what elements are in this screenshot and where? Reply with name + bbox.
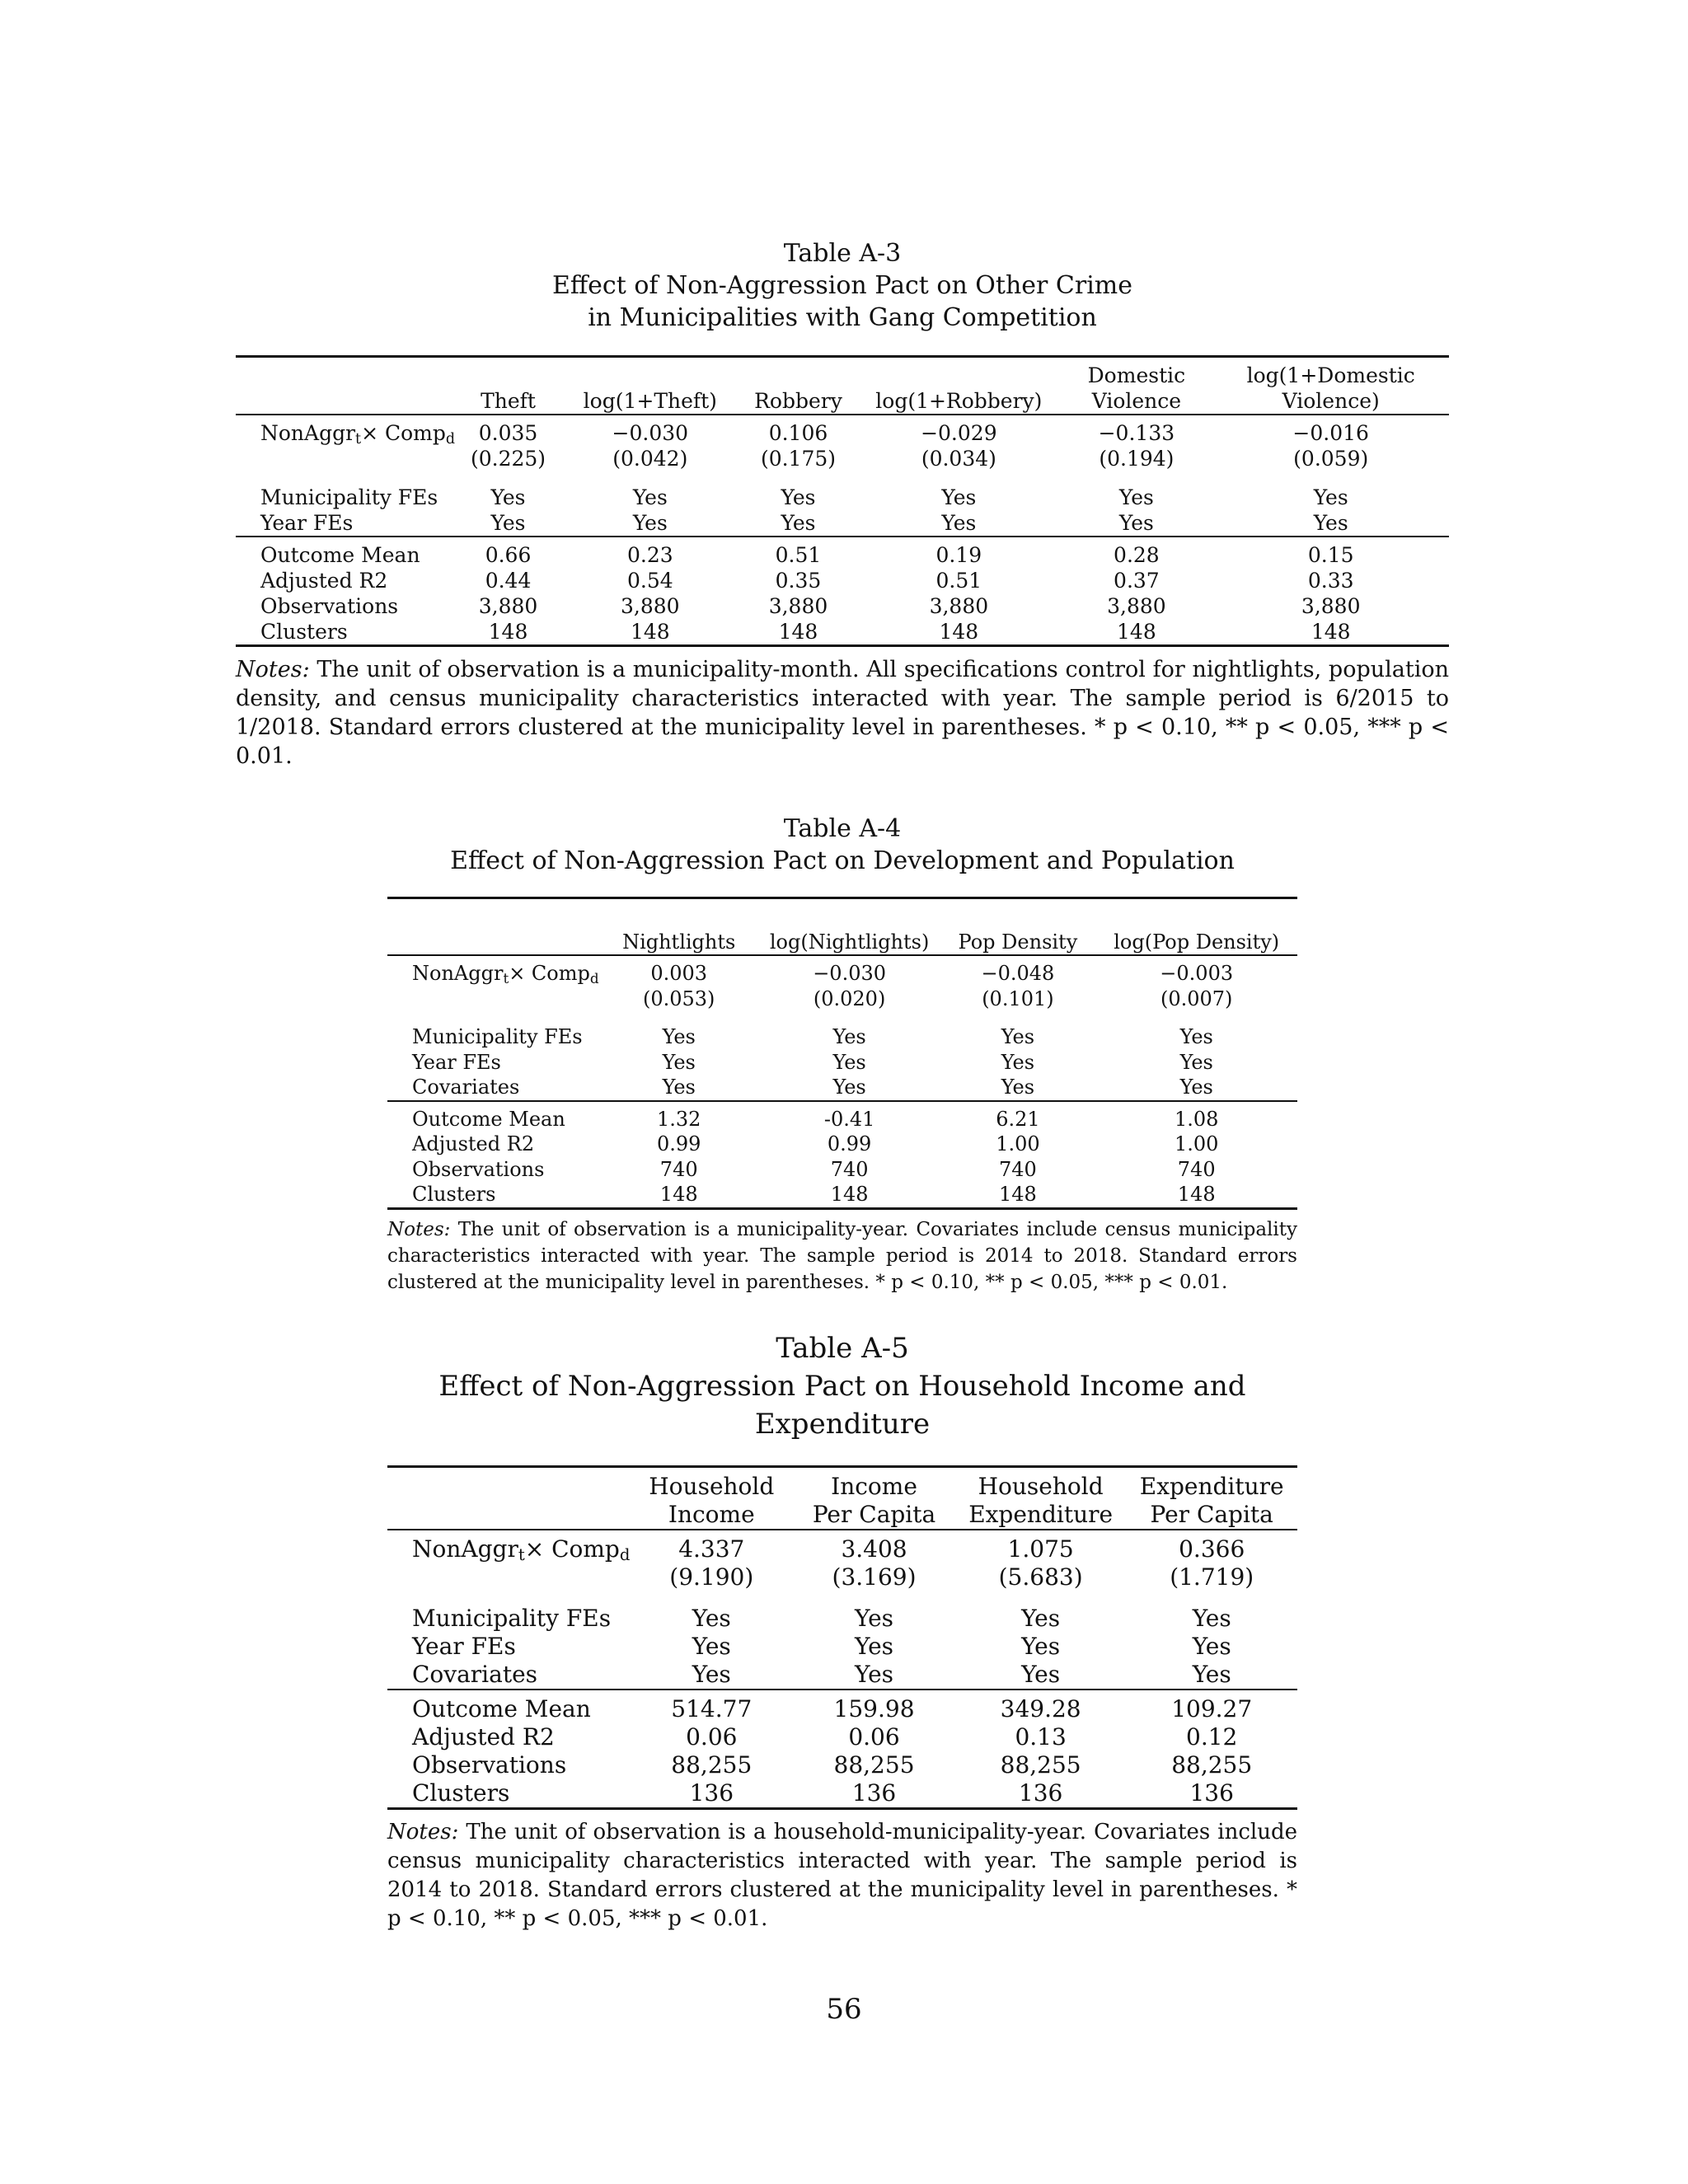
- value-cell: 0.19: [935, 543, 982, 567]
- coef-cell: −0.133: [1098, 421, 1175, 445]
- coef-cell: 1.075: [1007, 1535, 1074, 1563]
- coef-cell: 0.035: [478, 421, 538, 445]
- var-name: NonAggr: [412, 962, 504, 986]
- stat-row: [387, 1182, 1297, 1208]
- table-caption: [387, 813, 1297, 877]
- value-cell: Yes: [1192, 1633, 1231, 1661]
- value-cell: Yes: [692, 1661, 731, 1689]
- value-cell: Yes: [1021, 1633, 1061, 1661]
- value-cell: Yes: [832, 1050, 866, 1074]
- table-label: Table A-5: [776, 1332, 909, 1365]
- column-header: [387, 1501, 630, 1530]
- row-label: [387, 1530, 630, 1563]
- notes-text: The unit of observation is a municipality-month. All specifications control for nightlights, population density, and census municipality characteristics interacted with year. The sample period is 6/2015 to 1/2018. Standard errors clustered at the municipality level in parentheses. * p < 0.10, ** p < 0.05, *** p < 0.01.: [236, 657, 1449, 769]
- value-cell: Yes: [832, 1025, 866, 1049]
- se-cell: (0.007): [1160, 987, 1233, 1010]
- column-header: Per Capita: [812, 1501, 936, 1529]
- row-label: Adjusted R2: [412, 1723, 555, 1751]
- table-title: Effect of Non-Aggression Pact on Development and Population: [450, 846, 1235, 875]
- value-cell: 1.00: [1174, 1132, 1219, 1156]
- table-notes: [387, 1818, 1297, 1933]
- column-header: Expenditure: [1139, 1473, 1284, 1501]
- table-label: Table A-3: [783, 239, 902, 268]
- value-cell: 88,255: [1000, 1751, 1081, 1779]
- row-label: Municipality FEs: [260, 485, 438, 509]
- header-row: [387, 898, 1297, 930]
- column-header: [387, 930, 599, 956]
- value-cell: Yes: [855, 1605, 894, 1633]
- coef-cell: −0.048: [981, 962, 1055, 986]
- stat-row: [236, 568, 1449, 593]
- value-cell: 148: [659, 1183, 698, 1207]
- row-label: Observations: [412, 1751, 567, 1779]
- fe-row: [387, 1075, 1297, 1101]
- se-cell: (0.225): [470, 447, 546, 471]
- row-label: [236, 415, 455, 446]
- row-label: Outcome Mean: [412, 1107, 565, 1131]
- column-header: Violence): [1282, 389, 1380, 413]
- value-cell: 1.00: [996, 1132, 1040, 1156]
- value-cell: 148: [778, 620, 818, 644]
- value-cell: Yes: [1313, 485, 1348, 509]
- value-cell: 3,880: [478, 594, 538, 618]
- value-cell: 148: [830, 1183, 869, 1207]
- coef-cell: −0.003: [1160, 962, 1234, 986]
- value-cell: Yes: [855, 1661, 894, 1689]
- coef-cell: −0.030: [813, 962, 887, 986]
- se-row: [387, 987, 1297, 1012]
- fe-row: [236, 510, 1449, 537]
- stat-row: [387, 1132, 1297, 1157]
- column-header: Domestic: [1087, 363, 1186, 387]
- table-notes: [387, 1216, 1297, 1296]
- value-cell: Yes: [692, 1605, 731, 1633]
- column-header: Expenditure: [968, 1501, 1114, 1529]
- value-cell: 148: [1117, 620, 1156, 644]
- value-cell: Yes: [1179, 1076, 1213, 1099]
- column-header: Pop Density: [958, 930, 1078, 954]
- value-cell: 3,880: [621, 594, 680, 618]
- value-cell: Yes: [941, 485, 977, 509]
- column-header: [455, 357, 561, 389]
- header-row: [387, 930, 1297, 956]
- se-cell: (0.034): [921, 447, 996, 471]
- value-cell: Yes: [490, 511, 526, 535]
- fe-row: [387, 1024, 1297, 1050]
- value-cell: 1.32: [656, 1107, 701, 1131]
- var-subscript: t: [355, 431, 362, 448]
- value-cell: 0.12: [1186, 1723, 1238, 1751]
- value-cell: 0.35: [775, 569, 822, 593]
- row-label: [387, 955, 599, 987]
- value-cell: 740: [659, 1157, 698, 1181]
- se-cell: (0.101): [982, 987, 1054, 1010]
- value-cell: 0.13: [1015, 1723, 1067, 1751]
- spacer-row: [236, 471, 1449, 485]
- empty-cell: [387, 1563, 630, 1591]
- value-cell: 740: [999, 1157, 1037, 1181]
- value-cell: 0.99: [656, 1132, 701, 1156]
- value-cell: 740: [1177, 1157, 1216, 1181]
- column-header: Household: [978, 1473, 1104, 1501]
- coef-cell: −0.016: [1292, 421, 1369, 445]
- coef-row: [236, 415, 1449, 446]
- se-cell: (0.194): [1099, 447, 1175, 471]
- coef-cell: 4.337: [678, 1535, 745, 1563]
- var-subscript: t: [518, 1545, 525, 1565]
- notes-label: Notes:: [236, 657, 310, 682]
- column-header: log(1+Robbery): [875, 389, 1043, 413]
- value-cell: Yes: [490, 485, 526, 509]
- column-header: [940, 898, 1095, 930]
- value-cell: 148: [939, 620, 979, 644]
- value-cell: Yes: [855, 1633, 894, 1661]
- empty-cell: [236, 446, 455, 471]
- value-cell: 1.08: [1174, 1107, 1219, 1131]
- se-cell: (0.042): [612, 447, 688, 471]
- value-cell: Yes: [1001, 1076, 1035, 1099]
- column-header: [759, 898, 940, 930]
- value-cell: 136: [851, 1779, 897, 1807]
- value-cell: Yes: [1001, 1025, 1035, 1049]
- value-cell: 88,255: [833, 1751, 915, 1779]
- stat-row: [236, 593, 1449, 619]
- stat-row: [387, 1751, 1297, 1779]
- value-cell: Yes: [1021, 1661, 1061, 1689]
- value-cell: Yes: [662, 1076, 696, 1099]
- var-name: NonAggr: [412, 1535, 518, 1563]
- header-row: [236, 357, 1449, 389]
- row-label: Year FEs: [412, 1633, 516, 1661]
- column-header: [739, 357, 858, 389]
- value-cell: 740: [830, 1157, 869, 1181]
- header-row: [387, 1466, 1297, 1501]
- value-cell: 0.15: [1307, 543, 1354, 567]
- column-header: log(Pop Density): [1114, 930, 1280, 954]
- page-number: 56: [826, 1993, 862, 2026]
- value-cell: Yes: [781, 485, 816, 509]
- value-cell: 0.51: [935, 569, 982, 593]
- column-header: Per Capita: [1150, 1501, 1273, 1529]
- value-cell: 0.33: [1307, 569, 1354, 593]
- row-label: Outcome Mean: [260, 543, 420, 567]
- value-cell: 0.99: [827, 1132, 872, 1156]
- value-cell: 0.06: [686, 1723, 738, 1751]
- fe-row: [387, 1605, 1297, 1633]
- fe-row: [387, 1050, 1297, 1076]
- value-cell: 3,880: [768, 594, 828, 618]
- table-a5: [387, 1330, 1297, 1933]
- column-header: log(Nightlights): [769, 930, 930, 954]
- value-cell: 0.51: [775, 543, 822, 567]
- regression-table: [236, 355, 1449, 647]
- row-label: Clusters: [260, 620, 348, 644]
- value-cell: 0.06: [848, 1723, 900, 1751]
- coef-row: [387, 1530, 1297, 1563]
- fe-row: [236, 485, 1449, 510]
- se-cell: (1.719): [1170, 1563, 1254, 1591]
- table-caption: [236, 237, 1449, 334]
- value-cell: Yes: [781, 511, 816, 535]
- column-header: [599, 898, 759, 930]
- value-cell: Yes: [1001, 1050, 1035, 1074]
- se-cell: (5.683): [998, 1563, 1083, 1591]
- value-cell: 514.77: [671, 1695, 753, 1723]
- spacer-cell: [387, 1011, 1297, 1024]
- value-cell: Yes: [1179, 1025, 1213, 1049]
- var-name: × Comp: [524, 1535, 620, 1563]
- se-cell: (3.169): [832, 1563, 917, 1591]
- value-cell: 88,255: [1171, 1751, 1253, 1779]
- value-cell: 148: [630, 620, 670, 644]
- value-cell: 136: [1018, 1779, 1063, 1807]
- var-subscript: d: [619, 1545, 631, 1565]
- stat-row: [387, 1157, 1297, 1183]
- value-cell: 3,880: [929, 594, 989, 618]
- column-header: [387, 1466, 630, 1501]
- row-label: Observations: [260, 594, 399, 618]
- empty-cell: [387, 987, 599, 1012]
- value-cell: Yes: [941, 511, 977, 535]
- column-header: [561, 357, 739, 389]
- value-cell: 159.98: [833, 1695, 915, 1723]
- row-label: Year FEs: [260, 511, 354, 535]
- value-cell: 0.54: [626, 569, 673, 593]
- value-cell: 136: [689, 1779, 734, 1807]
- value-cell: 148: [1311, 620, 1351, 644]
- se-cell: (9.190): [669, 1563, 754, 1591]
- fe-row: [387, 1633, 1297, 1661]
- value-cell: Yes: [692, 1633, 731, 1661]
- column-header: [1095, 898, 1297, 930]
- table-a4: [387, 813, 1297, 1296]
- column-header: Household: [649, 1473, 775, 1501]
- column-header: [857, 357, 1060, 389]
- table-title: Effect of Non-Aggression Pact on Household Income and Expenditure: [438, 1369, 1246, 1441]
- value-cell: 136: [1189, 1779, 1234, 1807]
- value-cell: 0.37: [1114, 569, 1160, 593]
- value-cell: 0.28: [1114, 543, 1160, 567]
- se-cell: (0.059): [1293, 447, 1369, 471]
- table-title: Effect of Non-Aggression Pact on Other Crime: [551, 271, 1133, 300]
- value-cell: Yes: [1021, 1605, 1061, 1633]
- row-label: Adjusted R2: [260, 569, 388, 593]
- row-label: Adjusted R2: [412, 1132, 535, 1156]
- row-label: Year FEs: [412, 1050, 501, 1074]
- value-cell: 0.44: [485, 569, 532, 593]
- coef-cell: 0.003: [650, 962, 708, 986]
- value-cell: 6.21: [996, 1107, 1040, 1131]
- spacer-cell: [236, 471, 1449, 485]
- row-label: Municipality FEs: [412, 1025, 583, 1049]
- row-label: Observations: [412, 1157, 545, 1181]
- row-label: Covariates: [412, 1661, 538, 1689]
- se-row: [387, 1563, 1297, 1591]
- column-header: log(1+Theft): [583, 389, 717, 413]
- value-cell: 148: [999, 1183, 1037, 1207]
- se-row: [236, 446, 1449, 471]
- value-cell: Yes: [632, 485, 668, 509]
- row-label: Outcome Mean: [412, 1695, 591, 1723]
- coef-cell: 0.366: [1179, 1535, 1245, 1563]
- coef-cell: −0.030: [612, 421, 689, 445]
- column-header: Theft: [481, 389, 536, 413]
- notes-text: The unit of observation is a municipality-year. Covariates include census municipality characteristics interacted with year. The sample period is 2014 to 2018. Standard errors clustered at the municipality level in parentheses. * p < 0.10, ** p < 0.05, *** p < 0.01.: [387, 1218, 1297, 1293]
- header-row: [387, 1501, 1297, 1530]
- value-cell: Yes: [662, 1050, 696, 1074]
- notes-label: Notes:: [387, 1218, 451, 1240]
- var-name: × Comp: [509, 962, 590, 986]
- coef-cell: 0.106: [768, 421, 828, 445]
- spacer-row: [387, 1591, 1297, 1605]
- fe-row: [387, 1661, 1297, 1690]
- var-name: × Comp: [361, 421, 446, 445]
- se-cell: (0.053): [642, 987, 715, 1010]
- value-cell: Yes: [662, 1025, 696, 1049]
- coef-row: [387, 955, 1297, 987]
- stat-row: [236, 537, 1449, 568]
- value-cell: Yes: [1313, 511, 1348, 535]
- value-cell: 148: [1177, 1183, 1216, 1207]
- spacer-cell: [387, 1591, 1297, 1605]
- stat-row: [236, 619, 1449, 646]
- value-cell: 109.27: [1171, 1695, 1253, 1723]
- var-subscript: t: [503, 970, 509, 987]
- value-cell: Yes: [1118, 511, 1154, 535]
- table-caption: [387, 1330, 1297, 1444]
- column-header: Robbery: [754, 389, 842, 413]
- var-subscript: d: [589, 970, 599, 987]
- row-label: Municipality FEs: [412, 1605, 612, 1633]
- column-header: log(1+Domestic: [1246, 363, 1415, 387]
- column-header: [236, 388, 455, 415]
- header-row: [236, 388, 1449, 415]
- value-cell: 349.28: [1000, 1695, 1081, 1723]
- table-a3: [236, 237, 1449, 771]
- coef-cell: −0.029: [921, 421, 997, 445]
- column-header: [236, 357, 455, 389]
- value-cell: 3,880: [1107, 594, 1166, 618]
- value-cell: 88,255: [671, 1751, 753, 1779]
- table-notes: [236, 655, 1449, 771]
- se-cell: (0.175): [760, 447, 837, 471]
- regression-table: [387, 897, 1297, 1210]
- var-name: NonAggr: [260, 421, 356, 445]
- regression-table: [387, 1465, 1297, 1810]
- table-title-line2: in Municipalities with Gang Competition: [588, 303, 1097, 332]
- stat-row: [387, 1690, 1297, 1723]
- var-subscript: d: [445, 431, 456, 448]
- column-header: [387, 898, 599, 930]
- row-label: Clusters: [412, 1183, 496, 1207]
- value-cell: 3,880: [1301, 594, 1361, 618]
- column-header: Nightlights: [622, 930, 736, 954]
- stat-row: [387, 1101, 1297, 1132]
- column-header: Income: [668, 1501, 755, 1529]
- row-label: Covariates: [412, 1076, 520, 1099]
- value-cell: -0.41: [823, 1107, 875, 1131]
- value-cell: Yes: [1192, 1661, 1231, 1689]
- se-cell: (0.020): [813, 987, 886, 1010]
- value-cell: Yes: [1179, 1050, 1213, 1074]
- column-header: Income: [831, 1473, 917, 1501]
- value-cell: Yes: [1192, 1605, 1231, 1633]
- table-label: Table A-4: [783, 814, 902, 843]
- value-cell: 148: [488, 620, 528, 644]
- spacer-row: [387, 1011, 1297, 1024]
- notes-label: Notes:: [387, 1819, 459, 1844]
- notes-text: The unit of observation is a household-municipality-year. Covariates include census municipality characteristics interacted with year. The sample period is 2014 to 2018. Standard errors clustered at the municipality level in parentheses. * p < 0.10, ** p < 0.05, *** p < 0.01.: [387, 1819, 1297, 1931]
- value-cell: 0.66: [485, 543, 532, 567]
- value-cell: Yes: [1118, 485, 1154, 509]
- stat-row: [387, 1779, 1297, 1809]
- value-cell: Yes: [632, 511, 668, 535]
- stat-row: [387, 1723, 1297, 1751]
- row-label: Clusters: [412, 1779, 510, 1807]
- value-cell: 0.23: [626, 543, 673, 567]
- column-header: Violence: [1091, 389, 1182, 413]
- value-cell: Yes: [832, 1076, 866, 1099]
- coef-cell: 3.408: [841, 1535, 907, 1563]
